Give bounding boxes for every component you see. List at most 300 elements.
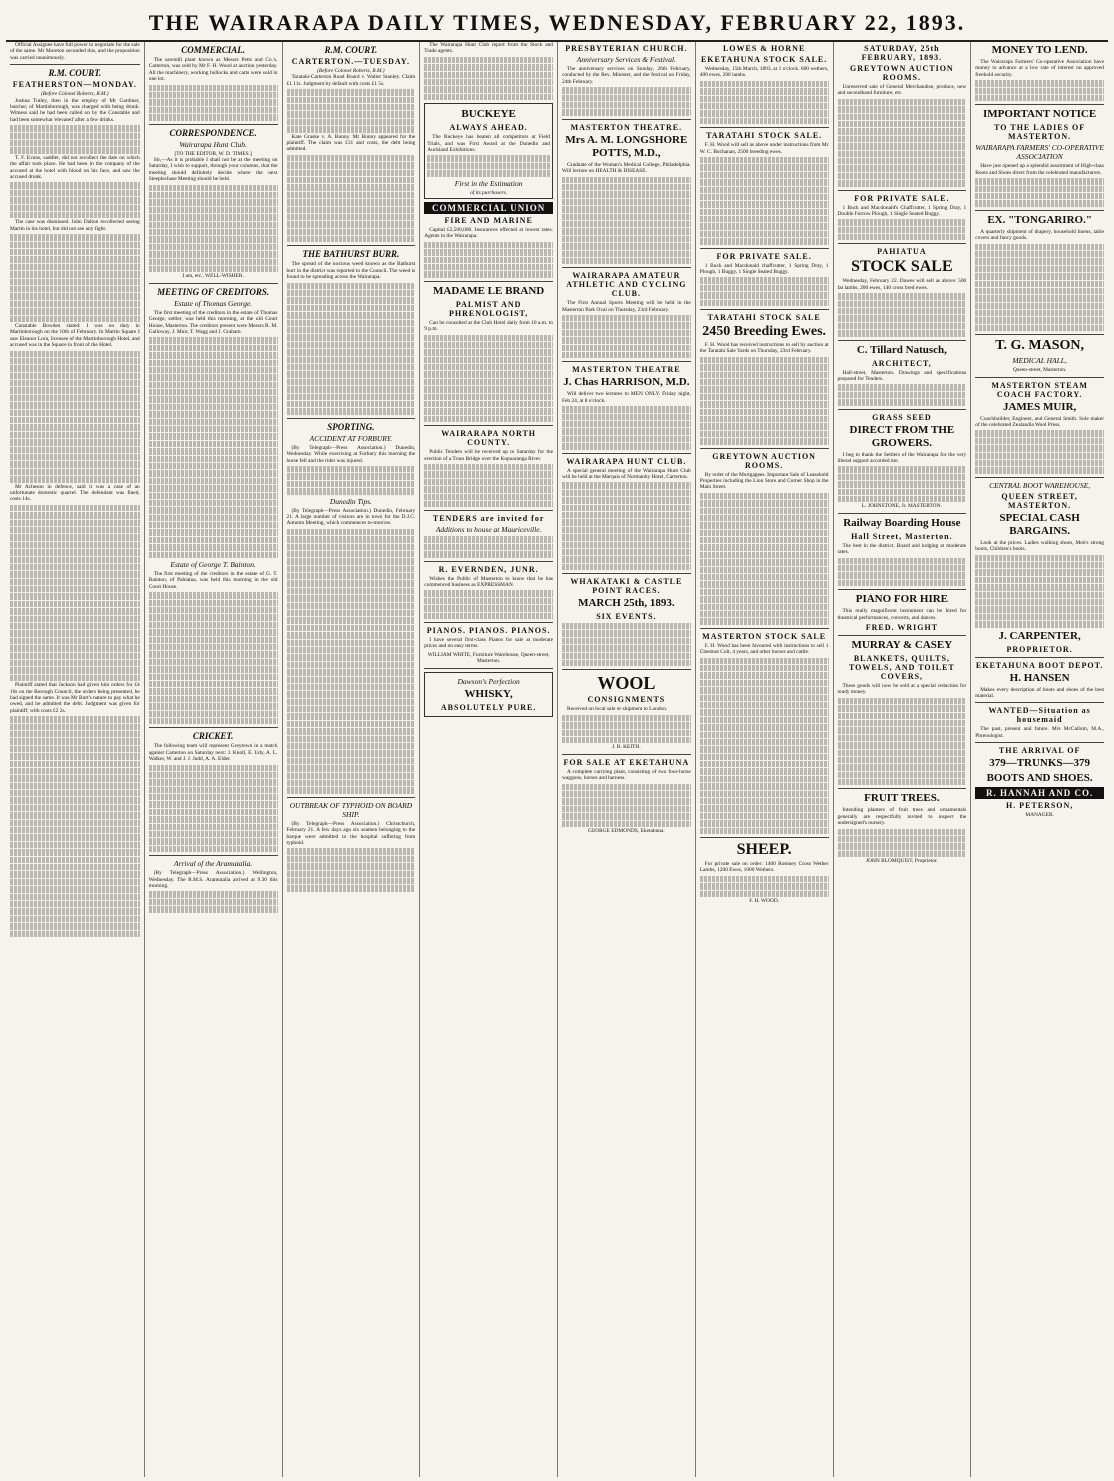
text-line-placeholder [149,470,278,476]
buckeye-slogan: First in the Estimation [454,178,523,188]
rm-court-subheading: FEATHERSTON—MONDAY. [12,80,137,90]
text-line-placeholder [562,806,691,812]
text-line-placeholder [975,273,1104,279]
text-line-placeholder [975,288,1104,294]
ad-text: Public Tenders will be received up to Saturday for the erection of a Truss Bridge over the Kopuaranga River. [424,449,553,462]
text-line-placeholder [149,185,278,191]
text-line-placeholder [10,675,140,681]
eketahuna-boot-title: EKETAHUNA BOOT DEPOT. [975,660,1104,670]
text-line-placeholder [562,527,691,533]
text-line-placeholder [149,345,278,351]
text-line-placeholder [975,88,1104,94]
mason-title: T. G. MASON, [995,338,1085,354]
madame-le-brand-title: MADAME LE BRAND [433,284,545,297]
text-line-placeholder [10,461,140,467]
text-line-placeholder [700,118,829,124]
text-line-placeholder [424,342,553,348]
palmist-line: PALMIST AND PHRENOLOGIST, [448,299,529,318]
article-paragraph: Plaintiff stated that Jackson had given him orders for £4 10s on the Borough Council, the orders being presented, he had signed the same. It was Mr Burt's nature to pay what he owed, and he admitted the debt. Judgment was given for plaintiff, with costs £2 2s. [10,682,140,714]
text-line-placeholder [10,660,140,666]
article-paragraph: The following team will represent Greytown in a match against Carterton on Saturday next: J. Knoll, E. Udy, A. L. Walker, W. and J. J. Judd, A. A. Elder. [148,743,278,763]
text-line-placeholder [424,357,553,363]
text-line-placeholder [424,335,553,341]
text-line-placeholder [700,813,829,819]
text-line-placeholder [10,571,140,577]
text-line-placeholder [149,666,278,672]
text-line-placeholder [149,251,278,257]
text-line-placeholder [149,681,278,687]
text-line-placeholder [149,192,278,198]
text-line-placeholder [975,80,1104,86]
longshore-potts-name: Mrs A. M. LONGSHORE POTTS, M.D., [565,133,688,159]
text-line-placeholder [424,605,553,611]
text-line-placeholder [562,730,691,736]
article-paragraph: The first meeting of the creditors in the estate of Thomas George, settler, was held this morning, at the old Court House, Masterton. The creditors present were Messrs R. M. Galloway, J. Muir, T. Wagg and J. Graham. [148,309,278,335]
text-line-placeholder [424,349,553,355]
divider [149,727,278,728]
divider [10,64,140,65]
text-line-placeholder [149,831,278,837]
divider [562,119,691,120]
text-line-placeholder [149,779,278,785]
text-line-placeholder [424,479,553,485]
text-line-placeholder [700,552,829,558]
text-line-placeholder [10,365,140,371]
text-line-placeholder [700,717,829,723]
text-line-placeholder [562,623,691,629]
buckeye-advertisement [424,103,553,199]
text-line-placeholder [287,713,416,719]
text-line-placeholder [149,456,278,462]
text-line-placeholder [149,552,278,558]
masthead-title: THE WAIRARAPA DAILY TIMES, WEDNESDAY, FEBRUARY 22, 1893. [148,10,966,35]
text-line-placeholder [700,783,829,789]
text-line-placeholder [700,709,829,715]
greytown-auction-title: GREYTOWN AUCTION ROOMS. [850,64,954,82]
divider [149,283,278,284]
divider [562,361,691,362]
column-grid [6,42,1108,1477]
text-line-placeholder [975,281,1104,287]
text-line-placeholder [149,824,278,830]
dawsons-title: Dawson's Perfection [457,676,520,686]
text-line-placeholder [10,410,140,416]
text-line-placeholder [562,206,691,212]
text-line-placeholder [10,775,140,781]
text-line-placeholder [562,784,691,790]
divider [838,513,967,514]
presbyterian-title: PRESBYTERIAN CHURCH. [565,44,688,53]
article-paragraph: The first meeting of the creditors in the estate of G. T. Bainton, of Pahiatua, was held this morning in the old Court House. [148,571,278,590]
divider [838,340,967,341]
text-line-placeholder [700,574,829,580]
text-line-placeholder [700,300,829,306]
text-line-placeholder [287,305,416,311]
text-line-placeholder [562,482,691,488]
text-line-placeholder [562,191,691,197]
text-line-placeholder [287,871,416,877]
text-line-placeholder [287,765,416,771]
text-line-placeholder [838,558,967,564]
text-line-placeholder [287,750,416,756]
text-line-placeholder [10,753,140,759]
text-line-placeholder [562,512,691,518]
text-line-placeholder [700,292,829,298]
text-line-placeholder [10,140,140,146]
text-line-placeholder [287,320,416,326]
fruit-trees-title: FRUIT TREES. [864,792,940,805]
architect-line: ARCHITECT, [871,358,932,368]
divider [700,309,829,310]
ad-text: Have just opened up a splendid assortment of High-class Boots and Shoes direct from the celebrated manufacturers. [975,163,1104,176]
ad-text: These goods will now be sold at a special reduction for ready money. [837,682,967,696]
text-line-placeholder [427,170,550,176]
text-line-placeholder [562,330,691,336]
text-line-placeholder [10,182,140,188]
text-line-placeholder [838,489,967,495]
text-line-placeholder [10,432,140,438]
text-line-placeholder [838,720,967,726]
text-line-placeholder [287,371,416,377]
text-line-placeholder [287,229,416,235]
text-line-placeholder [424,401,553,407]
theatre-title: MASTERTON THEATRE. [570,122,683,132]
grass-seed-title: GRASS SEED [872,412,932,422]
text-line-placeholder [975,621,1104,627]
text-line-placeholder [838,99,967,105]
text-line-placeholder [149,214,278,220]
text-line-placeholder [287,544,416,550]
text-line-placeholder [10,653,140,659]
text-line-placeholder [700,559,829,565]
text-line-placeholder [10,264,140,270]
ad-text: Look at the prices. Ladies walking shoes, Men's strong boots, Children's boots. [975,539,1104,553]
text-line-placeholder [149,600,278,606]
text-line-placeholder [975,193,1104,199]
text-line-placeholder [562,228,691,234]
buckeye-slogan-small: of its purchasers. [470,189,508,196]
text-line-placeholder [700,589,829,595]
text-line-placeholder [287,199,416,205]
text-line-placeholder [287,334,416,340]
ad-text: The past, present and future. Mrs McCallum, M.A., Phrenologist. [975,726,1104,739]
text-line-placeholder [838,158,967,164]
text-line-placeholder [287,349,416,355]
text-line-placeholder [10,447,140,453]
text-line-placeholder [700,891,829,897]
text-line-placeholder [149,485,278,491]
divider [838,635,967,636]
text-line-placeholder [838,308,967,314]
hansen-title: H. HANSEN [1009,671,1070,684]
text-line-placeholder [287,379,416,385]
carterton-subheading: CARTERTON.—TUESDAY. [291,57,410,66]
ad-text: For private sale on order: 1400 Romney Cross Wether Lambs, 1200 Ewes, 1000 Wethers. [699,860,829,874]
fire-marine-line: FIRE AND MARINE [444,215,533,225]
text-line-placeholder [838,128,967,134]
text-line-placeholder [562,337,691,343]
text-line-placeholder [562,497,691,503]
text-line-placeholder [562,177,691,183]
text-line-placeholder [562,564,691,570]
sporting-heading: SPORTING. [327,421,375,432]
divider [562,453,691,454]
divider [700,448,829,449]
text-line-placeholder [149,396,278,402]
column-3 [282,42,420,1477]
eketahuna-sale-title: FOR SALE AT EKETAHUNA [563,757,690,767]
text-line-placeholder [287,408,416,414]
text-line-placeholder [562,414,691,420]
money-to-lend-title: MONEY TO LEND. [991,44,1088,56]
ad-text: Unreserved sale of General Merchandise, produce, new and secondhand furniture, etc. [837,84,967,97]
text-line-placeholder [149,382,278,388]
text-line-placeholder [287,119,416,125]
text-line-placeholder [838,764,967,770]
text-line-placeholder [149,360,278,366]
text-line-placeholder [149,772,278,778]
text-line-placeholder [10,797,140,803]
text-line-placeholder [838,121,967,127]
text-line-placeholder [700,530,829,536]
text-line-placeholder [424,536,553,542]
column-7 [833,42,971,1477]
text-line-placeholder [287,488,416,494]
text-line-placeholder [700,665,829,671]
harrison-name: J. Chas HARRISON, M.D. [563,376,690,389]
text-line-placeholder [10,805,140,811]
divider [562,669,691,670]
blankets-title: BLANKETS, QUILTS, TOWELS, AND TOILET COVERS, [848,653,955,681]
text-line-placeholder [149,522,278,528]
text-line-placeholder [838,136,967,142]
text-line-placeholder [149,529,278,535]
text-line-placeholder [287,573,416,579]
text-line-placeholder [700,401,829,407]
text-line-placeholder [149,801,278,807]
piano-hire-title: PIANO FOR HIRE [855,593,949,606]
text-line-placeholder [149,696,278,702]
ad-text: F. H. Wood will sell as above under instructions from Mr W. C. Buchanan, 2500 breeding ewes. [699,142,829,155]
divider [287,797,416,798]
text-line-placeholder [838,727,967,733]
text-line-placeholder [287,551,416,557]
lowes-horne-title: LOWES & HORNE [722,44,806,53]
text-line-placeholder [149,688,278,694]
text-line-placeholder [700,277,829,283]
text-line-placeholder [700,238,829,244]
text-line-placeholder [287,758,416,764]
text-line-placeholder [700,201,829,207]
divider [975,334,1104,335]
text-line-placeholder [287,856,416,862]
text-line-placeholder [287,111,416,117]
text-line-placeholder [149,114,278,120]
text-line-placeholder [424,386,553,392]
text-line-placeholder [562,352,691,358]
text-line-placeholder [10,271,140,277]
text-line-placeholder [149,614,278,620]
ad-text: Wishes the Public of Masterton to know that he has commenced business as EXPRESSMAN. [424,575,553,588]
athletic-club-title: WAIRARAPA AMATEUR ATHLETIC AND CYCLING CLUB. [566,271,687,299]
column-6 [695,42,833,1477]
pianos-title: PIANOS. PIANOS. PIANOS. [426,625,551,635]
text-line-placeholder [975,430,1104,436]
text-line-placeholder [562,737,691,743]
text-line-placeholder [287,691,416,697]
intro-paragraph: Official Assignee have full power to negotiate for the sale of the same. Mr Moreton seconded this, and the proposition was carried unanimously. [10,42,140,61]
saturday-date-line: SATURDAY, 25th FEBRUARY, 1893. [861,44,943,62]
taratahi-sale-title: TARATAHI STOCK SALE. [706,131,823,141]
text-line-placeholder [700,739,829,745]
text-line-placeholder [10,133,140,139]
hannah-banner: R. HANNAH AND CO. [975,787,1104,799]
ad-text: 1 Buck and Macdonald's Chaffcutter, 1 Spring Dray, 1 Double Furrow Plough, 1 Single Seated Buggy. [837,204,967,217]
text-line-placeholder [287,104,416,110]
text-line-placeholder [149,426,278,432]
text-line-placeholder [838,565,967,571]
ad-text: Graduate of the Woman's Medical College, Philadelphia. Will lecture on HEALTH & DISEASE. [562,161,691,175]
text-line-placeholder [700,194,829,200]
text-line-placeholder [838,330,967,336]
hunt-club-subheading: Wairarapa Hunt Club. [179,139,247,149]
ad-text: I have several first-class Pianos for sale at moderate prices and on easy terms. [424,636,553,650]
text-line-placeholder [975,453,1104,459]
text-line-placeholder [700,687,829,693]
text-line-placeholder [10,424,140,430]
text-line-placeholder [838,227,967,233]
correspondence-heading: CORRESPONDENCE. [169,127,257,138]
article-paragraph: (By Telegraph—Press Association.) Dunedin, February 21. A large number of visitors are in town for the D.J.C. Autumn Meeting, which commences to-morrow. [286,507,416,527]
text-line-placeholder [700,209,829,215]
text-line-placeholder [975,599,1104,605]
rm-court-heading-2: R.M. COURT. [324,45,378,55]
text-line-placeholder [424,94,553,100]
text-line-placeholder [149,92,278,98]
text-line-placeholder [424,79,553,85]
typhoid-subheading: OUTBREAK OF TYPHOID ON BOARD SHIP. [289,800,413,819]
buckeye-title: BUCKEYE [461,108,516,121]
text-line-placeholder [10,242,140,248]
text-line-placeholder [10,373,140,379]
text-line-placeholder [10,623,140,629]
hunt-club-title: WAIRARAPA HUNT CLUB. [566,456,687,466]
text-line-placeholder [149,500,278,506]
text-line-placeholder [562,322,691,328]
text-line-placeholder [149,507,278,513]
text-line-placeholder [287,357,416,363]
important-notice-title: IMPORTANT NOTICE [983,108,1097,121]
text-line-placeholder [838,713,967,719]
letter-paragraph: Sir,—As it is probable I shall not be at the meeting on Saturday, I wish to support, through your columns, that the meeting should definitely decide where the next Steeplechase Meeting should be held. [148,156,278,183]
text-line-placeholder [562,251,691,257]
text-line-placeholder [10,593,140,599]
evernden-title: R. EVERNDEN, JUNR. [438,564,539,574]
edmonds-name: GEORGE EDMONDS, Eketahuna. [588,827,665,834]
text-line-placeholder [10,380,140,386]
text-line-placeholder [10,125,140,131]
text-line-placeholder [700,88,829,94]
text-line-placeholder [975,325,1104,331]
text-line-placeholder [287,236,416,242]
creditors-heading: MEETING OF CREDITORS. [157,286,270,297]
anniversary-subtitle: Anniversary Services & Festival. [576,55,676,64]
text-line-placeholder [287,312,416,318]
text-line-placeholder [424,494,553,500]
north-county-title: WAIRARAPA NORTH COUNTY. [441,429,537,448]
divider [287,418,416,419]
text-line-placeholder [975,606,1104,612]
text-line-placeholder [975,244,1104,250]
divider [838,409,967,410]
text-line-placeholder [975,467,1104,473]
text-line-placeholder [975,614,1104,620]
text-line-placeholder [10,351,140,357]
text-line-placeholder [149,846,278,852]
text-line-placeholder [287,566,416,572]
text-line-placeholder [149,674,278,680]
medical-hall-line: MEDICAL HALL, [1012,356,1067,366]
text-line-placeholder [700,596,829,602]
james-muir-title: JAMES MUIR, [1002,400,1077,413]
text-line-placeholder [287,97,416,103]
text-line-placeholder [287,736,416,742]
text-line-placeholder [700,423,829,429]
text-line-placeholder [700,364,829,370]
text-line-placeholder [149,816,278,822]
text-line-placeholder [10,901,140,907]
text-line-placeholder [975,303,1104,309]
text-line-placeholder [424,471,553,477]
ad-text: A special general meeting of the Wairarapa Hunt Club will be held at the Marquis of Normanby Hotel, Carterton. [562,467,691,480]
text-line-placeholder [149,637,278,643]
text-line-placeholder [700,776,829,782]
divider [838,190,967,191]
text-line-placeholder [10,923,140,929]
text-line-placeholder [287,184,416,190]
editor-line: [TO THE EDITOR, W. D. TIMES.] [174,150,252,157]
ad-text: Intending planters of fruit trees and ornamentals generally are respectfully invited to inspect the undersigned's nursery. [837,807,967,827]
text-line-placeholder [975,295,1104,301]
text-line-placeholder [10,190,140,196]
text-line-placeholder [287,155,416,161]
text-line-placeholder [424,590,553,596]
text-line-placeholder [10,316,140,322]
text-line-placeholder [287,640,416,646]
divider [838,788,967,789]
text-line-placeholder [700,791,829,797]
text-line-placeholder [10,293,140,299]
text-line-placeholder [10,886,140,892]
text-line-placeholder [287,669,416,675]
text-line-placeholder [287,743,416,749]
text-line-placeholder [287,207,416,213]
text-line-placeholder [838,399,967,405]
text-line-placeholder [838,705,967,711]
text-line-placeholder [700,544,829,550]
text-line-placeholder [424,551,553,557]
text-line-placeholder [838,234,967,240]
text-line-placeholder [10,916,140,922]
farmers-association-title: WAIRARAPA FARMERS' CO-OPERATIVE ASSOCIATION [975,143,1104,162]
text-line-placeholder [700,172,829,178]
text-line-placeholder [562,436,691,442]
eketahuna-stock-sale-title: EKETAHUNA STOCK SALE. [700,55,828,64]
text-line-placeholder [10,645,140,651]
text-line-placeholder [10,308,140,314]
text-line-placeholder [424,64,553,70]
trunks-title: 379—TRUNKS—379 [989,757,1091,770]
